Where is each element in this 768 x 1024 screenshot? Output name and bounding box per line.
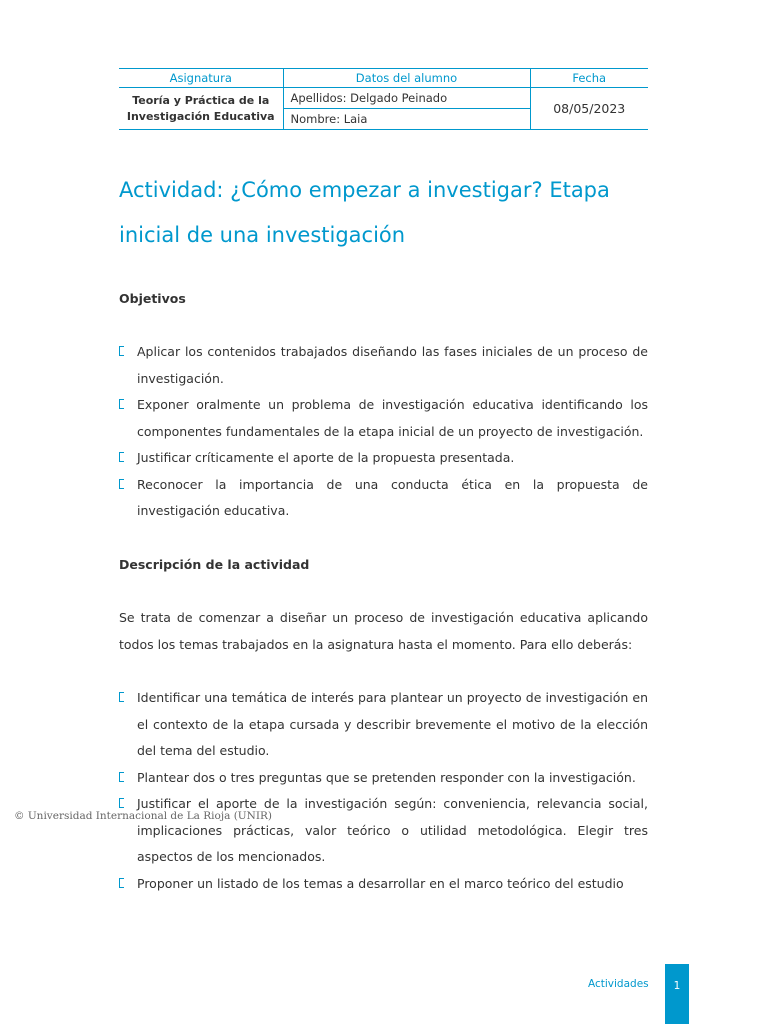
bullet-icon	[119, 692, 124, 702]
list-item	[119, 765, 648, 792]
footer-section-label: Actividades	[588, 978, 649, 990]
activity-title: Actividad: ¿Cómo empezar a investigar? Etapa inicial de una investigación	[119, 178, 610, 247]
student-name: Nombre: Laia	[283, 109, 530, 130]
task-text: Proponer un listado de los temas a desarrollar en el marco teórico del estudio	[137, 875, 624, 891]
objective-text: Aplicar los contenidos trabajados diseñando las fases iniciales de un proceso de investigación.	[137, 344, 648, 386]
description-intro: Se trata de comenzar a diseñar un proceso de investigación educativa aplicando todos los temas trabajados en la asignatura hasta el momento. Para ello deberás:	[119, 610, 648, 652]
bullet-icon	[119, 346, 124, 356]
bullet-icon	[119, 452, 124, 462]
student-surname: Apellidos: Delgado Peinado	[283, 88, 530, 109]
header-table	[119, 68, 648, 130]
list-item	[119, 472, 648, 525]
objectives-list	[119, 339, 648, 525]
bullet-icon	[119, 798, 124, 808]
bullet-icon	[119, 479, 124, 489]
description-heading: Descripción de la actividad	[119, 557, 310, 572]
objectives-heading: Objetivos	[119, 291, 186, 306]
bullet-icon	[119, 878, 124, 888]
list-item	[119, 871, 648, 898]
objective-text: Exponer oralmente un problema de investigación educativa identificando los componentes fundamentales de la etapa inicial de un proyecto de investigación.	[137, 397, 648, 439]
list-item	[119, 791, 648, 871]
list-item	[119, 445, 648, 472]
header-col-date: Fecha	[530, 69, 648, 88]
task-text: Plantear dos o tres preguntas que se pretenden responder con la investigación.	[137, 769, 636, 785]
task-text: Justificar el aporte de la investigación según: conveniencia, relevancia social, implicaciones prácticas, valor teórico o utilidad metodológica. Elegir tres aspectos de los mencionados.	[137, 796, 648, 864]
list-item	[119, 685, 648, 765]
task-text: Identificar una temática de interés para plantear un proyecto de investigación en el contexto de la etapa cursada y describir brevemente el motivo de la elección del tema del estudio.	[137, 690, 648, 758]
page-number: 1	[665, 964, 689, 1024]
objective-text: Reconocer la importancia de una conducta ética en la propuesta de investigación educativa.	[137, 476, 648, 518]
header-col-subject: Asignatura	[119, 69, 283, 88]
list-item	[119, 392, 648, 445]
copyright-notice: © Universidad Internacional de La Rioja (UNIR)	[14, 810, 272, 822]
objective-text: Justificar críticamente el aporte de la propuesta presentada.	[137, 450, 515, 465]
header-col-student: Datos del alumno	[283, 69, 530, 88]
submission-date: 08/05/2023	[530, 88, 648, 130]
bullet-icon	[119, 772, 124, 782]
list-item	[119, 339, 648, 392]
subject-name: Teoría y Práctica de la Investigación Educativa	[119, 88, 283, 130]
bullet-icon	[119, 399, 124, 409]
description-list	[119, 685, 648, 897]
